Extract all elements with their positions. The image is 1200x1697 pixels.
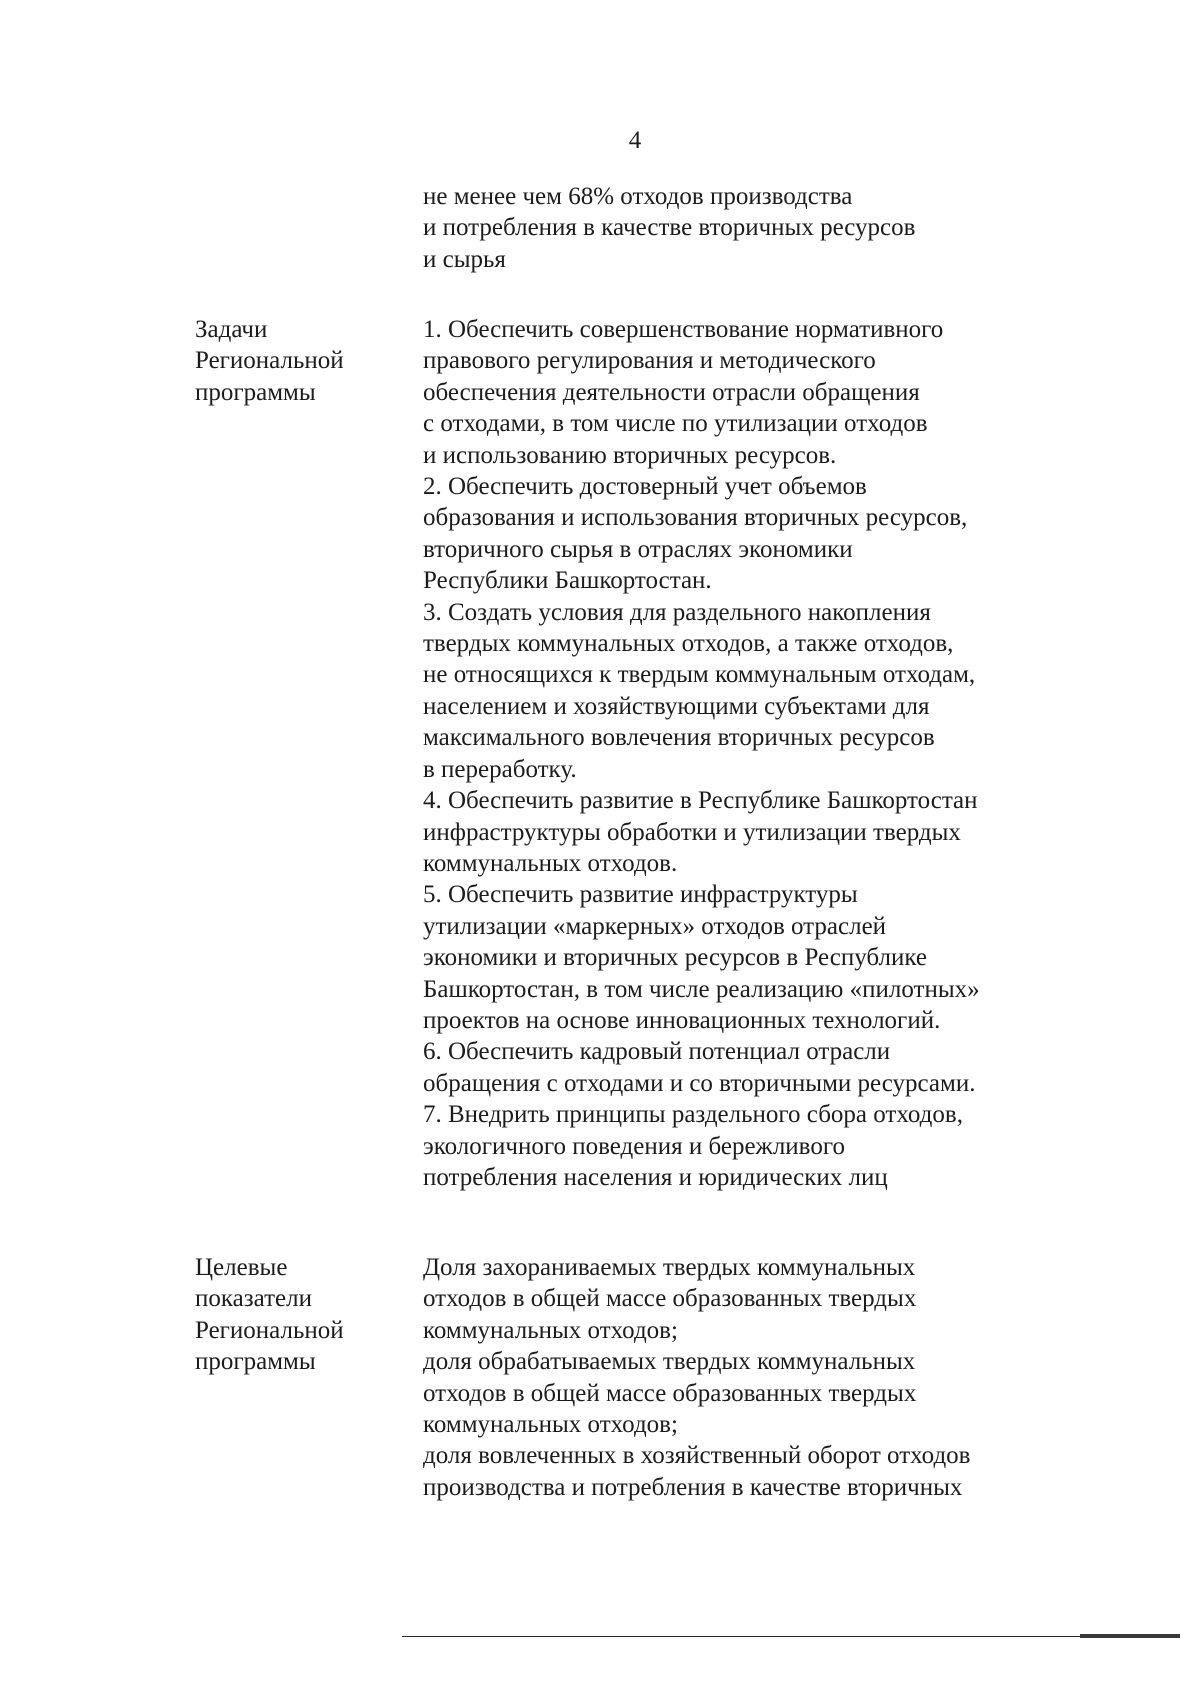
- text-line: вторичного сырья в отраслях экономики: [423, 535, 853, 563]
- text-line: в переработку.: [423, 755, 577, 783]
- text-line: коммунальных отходов;: [423, 1411, 678, 1439]
- text-line: отходов в общей массе образованных твердых: [423, 1285, 917, 1313]
- text-line: с отходами, в том числе по утилизации отходов: [423, 410, 928, 438]
- text-line: коммунальных отходов;: [423, 1316, 678, 1344]
- label-line: Региональной: [195, 1316, 344, 1344]
- text-line: доля обрабатываемых твердых коммунальных: [423, 1348, 916, 1376]
- text-line: экологичного поведения и бережливого: [423, 1132, 845, 1160]
- text-line: и потребления в качестве вторичных ресурсов: [423, 214, 916, 242]
- text-line: коммунальных отходов.: [423, 849, 678, 877]
- text-line: твердых коммунальных отходов, а также отходов,: [423, 630, 954, 658]
- text-line: не менее чем 68% отходов производства: [423, 183, 853, 210]
- text-line: 4. Обеспечить развитие в Республике Башкортостан: [423, 787, 978, 815]
- text-line: обеспечения деятельности отрасли обращения: [423, 378, 920, 406]
- label-line: Задачи: [195, 316, 268, 343]
- text-line: образования и использования вторичных ресурсов,: [423, 504, 968, 532]
- label-line: программы: [195, 378, 316, 406]
- text-line: максимального вовлечения вторичных ресурсов: [423, 724, 935, 752]
- label-line: программы: [195, 1348, 316, 1376]
- text-line: проектов на основе инновационных технологий.: [423, 1006, 941, 1034]
- continuation-text: [423, 181, 915, 275]
- footer-rule: [402, 1636, 1180, 1637]
- text-line: 7. Внедрить принципы раздельного сбора отходов,: [423, 1101, 963, 1129]
- text-line: потребления населения и юридических лиц: [423, 1163, 888, 1191]
- text-line: Доля захораниваемых твердых коммунальных: [423, 1254, 916, 1281]
- text-line: инфраструктуры обработки и утилизации твердых: [423, 818, 961, 846]
- text-line: не относящихся к твердым коммунальным отходам,: [423, 661, 976, 689]
- section-label: [195, 1252, 344, 1378]
- text-line: правового регулирования и методического: [423, 347, 876, 375]
- text-line: Башкортостан, в том числе реализацию «пилотных»: [423, 975, 980, 1003]
- text-line: 6. Обеспечить кадровый потенциал отрасли: [423, 1038, 891, 1066]
- page-number: 4: [628, 127, 642, 154]
- section-body: [423, 1252, 970, 1503]
- section-body: [423, 314, 980, 1193]
- text-line: доля вовлеченных в хозяйственный оборот отходов: [423, 1442, 971, 1470]
- text-line: 1. Обеспечить совершенствование нормативного: [423, 316, 944, 343]
- label-line: Региональной: [195, 347, 344, 375]
- footer-rule-accent: [1080, 1634, 1180, 1638]
- text-line: утилизации «маркерных» отходов отраслей: [423, 912, 887, 940]
- text-line: населением и хозяйствующими субъектами для: [423, 692, 930, 720]
- text-line: производства и потребления в качестве вторичных: [423, 1473, 963, 1501]
- label-line: Целевые: [195, 1254, 288, 1281]
- section-label: [195, 314, 344, 408]
- text-line: и сырья: [423, 245, 506, 273]
- text-line: 3. Создать условия для раздельного накопления: [423, 598, 931, 626]
- text-line: 5. Обеспечить развитие инфраструктуры: [423, 881, 858, 909]
- text-line: экономики и вторичных ресурсов в Республике: [423, 944, 927, 972]
- text-line: обращения с отходами и со вторичными ресурсами.: [423, 1069, 976, 1097]
- label-line: показатели: [195, 1285, 312, 1313]
- text-line: и использованию вторичных ресурсов.: [423, 441, 837, 469]
- text-line: отходов в общей массе образованных твердых: [423, 1379, 917, 1407]
- text-line: Республики Башкортостан.: [423, 567, 712, 595]
- text-line: 2. Обеспечить достоверный учет объемов: [423, 473, 867, 501]
